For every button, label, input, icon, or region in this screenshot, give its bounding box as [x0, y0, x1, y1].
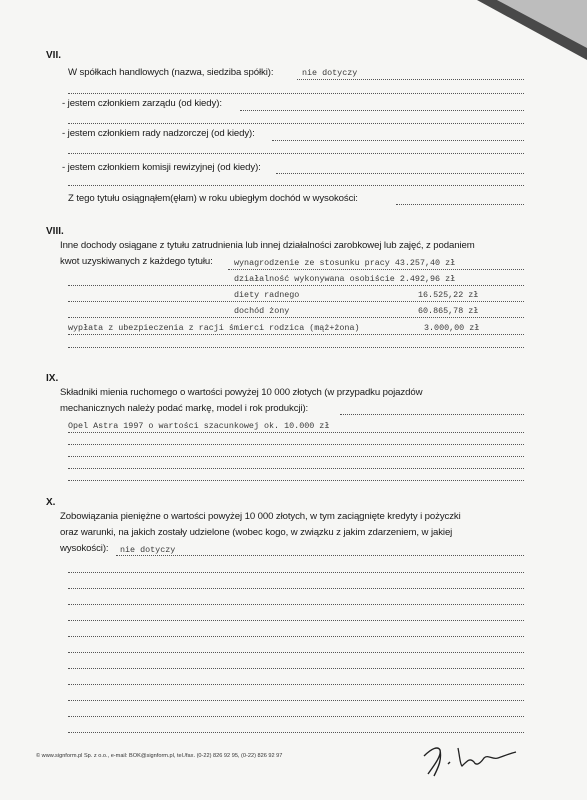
- income-entry-1: wynagrodzenie ze stosunku pracy 43.257,40 zł: [234, 258, 456, 268]
- section-x-line3: wysokości):: [60, 543, 109, 554]
- income-entry-4-label: dochód żony: [234, 306, 290, 316]
- section-vii-income: Z tego tytułu osiągnąłem(ęłam) w roku ubiegłym dochód w wysokości:: [68, 193, 358, 204]
- dotted-line: [297, 79, 524, 80]
- section-x-number: X.: [46, 497, 56, 508]
- section-ix-line2: mechanicznych należy podać markę, model i rok produkcji):: [60, 403, 309, 414]
- dotted-line: [276, 173, 524, 174]
- dotted-line: [68, 93, 524, 94]
- dotted-line: [68, 432, 524, 433]
- section-vii-supervisory: - jestem członkiem rady nadzorczej (od kiedy):: [62, 128, 255, 139]
- income-entry-3-label: diety radnego: [234, 290, 300, 300]
- section-x-value: nie dotyczy: [120, 545, 176, 555]
- dotted-line: [340, 414, 524, 415]
- dotted-line: [396, 204, 524, 205]
- section-vii-audit: - jestem członkiem komisji rewizyjnej (od kiedy):: [62, 162, 261, 173]
- dotted-line: [68, 668, 524, 669]
- dotted-line: [116, 555, 524, 556]
- dotted-line: [68, 700, 524, 701]
- dotted-line: [68, 444, 524, 445]
- dotted-line: [68, 153, 524, 154]
- handwritten-signature: [418, 738, 528, 778]
- dotted-line: [68, 285, 524, 286]
- section-vii-intro: W spółkach handlowych (nazwa, siedziba spółki):: [68, 67, 274, 78]
- dotted-line: [68, 652, 524, 653]
- section-viii-number: VIII.: [46, 226, 64, 237]
- dotted-line: [68, 317, 524, 318]
- dotted-line: [68, 185, 524, 186]
- dotted-line: [272, 140, 524, 141]
- footer-copyright: © www.signform.pl Sp. z o.o., e-mail: BOK@signform.pl, tel./fax. (0-22) 826 92 95, (0-22) 826 92 97: [36, 753, 283, 759]
- income-entry-2: działalność wykonywana osobiście 2.492,96 zł: [234, 274, 456, 284]
- dotted-line: [240, 110, 524, 111]
- income-entry-5-label: wypłata z ubezpieczenia z racji śmierci rodzica (mąż+żona): [68, 323, 360, 333]
- section-viii-line1: Inne dochody osiągane z tytułu zatrudnienia lub innej działalności zarobkowej lub zajęć, z podaniem: [60, 240, 475, 251]
- section-vii-intro-value: nie dotyczy: [302, 68, 358, 78]
- section-x-line2: oraz warunki, na jakich zostały udzielone (wobec kogo, w związku z jakim zdarzeniem, w jakiej: [60, 527, 453, 538]
- dotted-line: [68, 588, 524, 589]
- section-ix-line1: Składniki mienia ruchomego o wartości powyżej 10 000 złotych (w przypadku pojazdów: [60, 387, 423, 398]
- page-corner-fold: [497, 0, 587, 48]
- dotted-line: [68, 684, 524, 685]
- dotted-line: [228, 269, 524, 270]
- section-ix-value: Opel Astra 1997 o wartości szacunkowej ok. 10.000 zł: [68, 421, 330, 431]
- dotted-line: [68, 468, 524, 469]
- dotted-line: [68, 636, 524, 637]
- section-viii-line2: kwot uzyskiwanych z każdego tytułu:: [60, 256, 213, 267]
- income-entry-3-amount: 16.525,22 zł: [418, 290, 479, 300]
- income-entry-5-amount: 3.000,00 zł: [424, 323, 480, 333]
- section-ix-number: IX.: [46, 373, 59, 384]
- section-x-line1: Zobowiązania pieniężne o wartości powyżej 10 000 złotych, w tym zaciągnięte kredyty i pożyczki: [60, 511, 461, 522]
- dotted-line: [68, 604, 524, 605]
- dotted-line: [68, 301, 524, 302]
- section-vii-number: VII.: [46, 50, 62, 61]
- dotted-line: [68, 716, 524, 717]
- dotted-line: [68, 480, 524, 481]
- dotted-line: [68, 334, 524, 335]
- dotted-line: [68, 347, 524, 348]
- dotted-line: [68, 620, 524, 621]
- dotted-line: [68, 456, 524, 457]
- section-vii-board: - jestem członkiem zarządu (od kiedy):: [62, 98, 222, 109]
- dotted-line: [68, 732, 524, 733]
- dotted-line: [68, 123, 524, 124]
- income-entry-4-amount: 60.865,78 zł: [418, 306, 479, 316]
- dotted-line: [68, 572, 524, 573]
